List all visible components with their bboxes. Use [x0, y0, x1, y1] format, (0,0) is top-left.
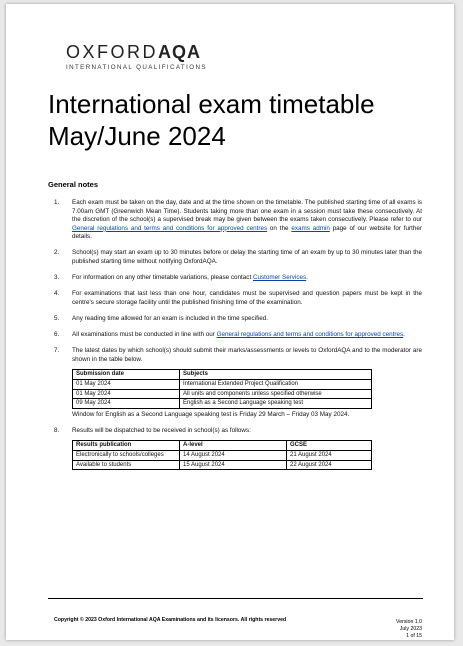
footer-meta — [378, 619, 422, 640]
table-cell: 15 August 2024 — [180, 460, 287, 470]
note-item: 6. All examinations must be conducted in line with our General regulations and terms and conditions for approved centres. — [54, 331, 405, 339]
note-number: 8. — [54, 426, 60, 434]
table-cell: 14 August 2024 — [180, 450, 287, 460]
table-header-row — [73, 441, 372, 451]
oxfordaqa-logo — [66, 42, 207, 71]
page-number: 1 of 15 — [406, 633, 422, 639]
table-header-cell: Subjects — [180, 370, 372, 380]
general-regulations-link[interactable]: General regulations and terms and conditions for approved centres — [72, 224, 268, 232]
footer-divider — [48, 598, 423, 599]
table-header-cell: Submission date — [73, 370, 180, 380]
table-cell: 01 May 2024 — [73, 389, 180, 399]
table-cell: English as a Second Language speaking test — [180, 399, 372, 409]
general-regulations-link[interactable]: General regulations and terms and conditions for approved centres — [216, 331, 404, 339]
document-page — [6, 4, 454, 640]
note-number: 1. — [54, 199, 60, 206]
note-item: 5. Any reading time allowed for an exam is included in the time specified. — [54, 314, 269, 322]
logo-wordmark: OXFORDAQA — [66, 42, 202, 62]
speaking-test-window-note: Window for English as a Second Language speaking test is Friday 29 March – Friday 03 May 2024. — [72, 410, 350, 418]
table-row — [73, 399, 372, 409]
table-cell: Available to students — [73, 460, 180, 470]
table-header-cell: GCSE — [287, 441, 372, 451]
note-item: 3. For information on any other timetable variations, please contact Customer Services. — [54, 274, 308, 282]
note-item: 8. Results will be dispatched to be received in school(s) as follows: Results publication A-level GCSE Electronically to schools/colleges 14 August 2024 21 August 2024 Available to students 15 August 2024 22 August 2024 — [54, 427, 422, 470]
section-heading: General notes — [48, 180, 99, 189]
date-label: July 2023 — [399, 626, 422, 632]
table-row — [73, 379, 372, 389]
version-label: Version 1.0 — [396, 619, 422, 625]
results-publication-table — [72, 440, 372, 470]
submission-dates-table — [72, 369, 372, 408]
table-cell: 21 August 2024 — [287, 450, 372, 460]
note-item: 7. The latest dates by which school(s) should submit their marks/assessments or levels to OxfordAQA and to the moderator are shown in the table below. Submission date Subjects 01 May 2024 International Extended Project Qualification 01 May 2024 All units and components unless specified otherwise 09 May 2024 English as a Second Language speaking test Window for English as a Second Language speaking test is Friday 29 March – Friday 03 May 2024. — [54, 347, 422, 418]
note-number: 6. — [54, 331, 60, 339]
table-cell: 22 August 2024 — [287, 460, 372, 470]
table-cell: All units and components unless specified otherwise — [180, 389, 372, 399]
table-row — [73, 460, 372, 470]
note-number: 7. — [54, 347, 60, 355]
title-line-2: May/June 2024 — [48, 121, 226, 151]
table-cell: 01 May 2024 — [73, 379, 180, 389]
copyright-notice: Copyright © 2023 Oxford International AQA Examinations and its licensors. All rights reserved — [54, 617, 287, 623]
note-number: 4. — [54, 290, 60, 298]
customer-services-link[interactable]: Customer Services — [252, 274, 307, 282]
note-number: 3. — [54, 274, 60, 282]
note-number: 5. — [54, 314, 60, 322]
table-header-row — [73, 370, 372, 380]
table-header-cell: A-level — [180, 441, 287, 451]
exams-admin-link[interactable]: exams admin — [291, 224, 330, 232]
table-row — [73, 389, 372, 399]
page-title — [48, 88, 375, 152]
general-notes-list — [54, 199, 422, 478]
table-row — [73, 450, 372, 460]
logo-subtitle: INTERNATIONAL QUALIFICATIONS — [66, 64, 207, 71]
note-item: 1. Each exam must be taken on the day, date and at the time shown on the timetable. The published starting time of all exams is 7.00am GMT (Greenwich Mean Time). Students taking more than one exam in a session must take these consecutively. At the discretion of the school(s) a supervised break may be given between the exams taken consecutively. Please refer to our General regulations and terms and conditions for approved centres on the exams admin page of our website for further details. — [54, 199, 422, 241]
table-cell: International Extended Project Qualification — [180, 379, 372, 389]
note-item: 4. For examinations that last less than one hour, candidates must be supervised and question papers must be kept in the centre's secure storage facility until the published finishing time of the examination. — [54, 290, 422, 306]
table-cell: 09 May 2024 — [73, 399, 180, 409]
note-number: 2. — [54, 249, 60, 257]
table-header-cell: Results publication — [73, 441, 180, 451]
table-cell: Electronically to schools/colleges — [73, 450, 180, 460]
note-item: 2. School(s) may start an exam up to 30 minutes before or delay the starting time of an exam by up to 30 minutes later than the published starting time without notifying OxfordAQA. — [54, 249, 422, 266]
title-line-1: International exam timetable — [48, 89, 375, 119]
